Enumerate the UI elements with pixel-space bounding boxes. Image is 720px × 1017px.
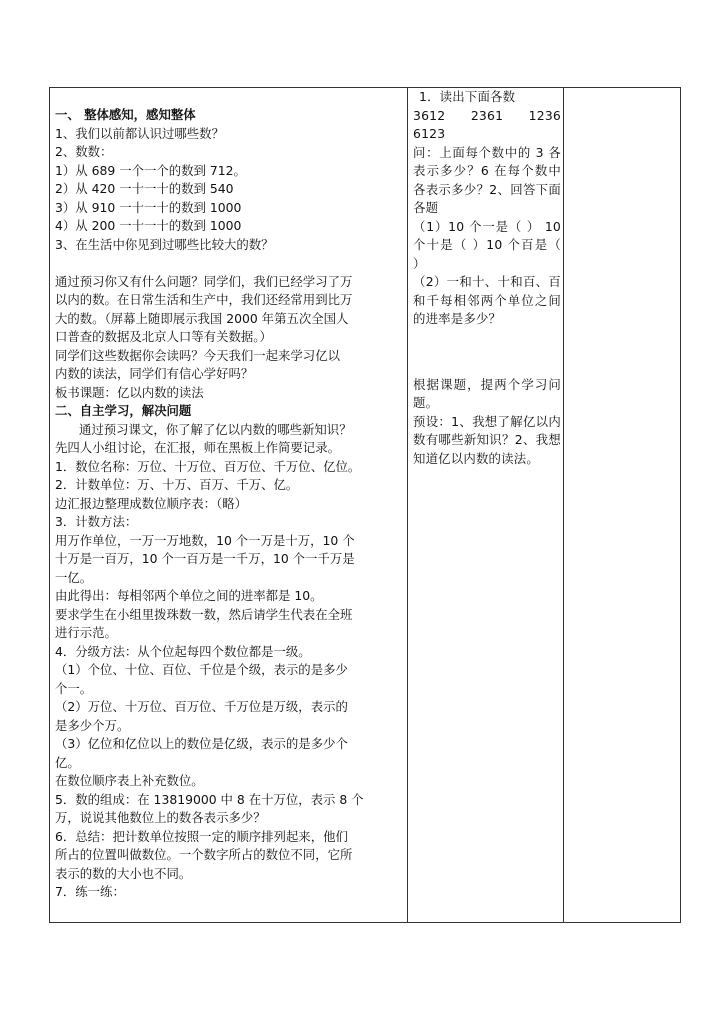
numbers-row	[413, 107, 561, 126]
text-line: （1）个位、十位、百位、千位是个级，表示的是多少	[55, 662, 348, 677]
question-paragraph: 问：上面每个数中的 3 各表示多少？6 在每个数中各表示多少？2、回答下面各题	[413, 144, 561, 215]
intro-line: 以内的数。在日常生活和生产中，我们还经常用到比万	[55, 292, 353, 307]
count-item-2: 2）从 420 一十一十的数到 540	[55, 181, 234, 196]
question-3: 3、在生活中你见到过哪些比较大的数？	[55, 236, 274, 252]
fill-blank-paragraph: （1）10 个一是（ ） 10 个十是（ ）10 个百是（ ）	[413, 218, 561, 271]
text-line: 6．总结：把计数单位按照一定的顺序排列起来，他们	[55, 828, 348, 844]
text-line: 7．练一练：	[55, 884, 125, 899]
text-line: 万，说说其他数位上的数各表示多少？	[55, 810, 266, 825]
text-line: 边汇报边整理成数位顺序表：（略）	[55, 495, 248, 511]
text-line: 所占的位置叫做数位。一个数字所占的数位不同，它所	[55, 847, 353, 862]
text-line: （2）万位、十万位、百万位、千万位是万级，表示的	[55, 699, 348, 714]
number: 3612	[413, 107, 446, 123]
read-numbers-title: 1．读出下面各数	[419, 89, 516, 104]
text-line: 个一。	[55, 680, 93, 696]
teaching-process-column	[55, 106, 403, 902]
text-line: 亿。	[55, 754, 80, 770]
question-2: 2、数数：	[55, 144, 113, 159]
intro-line: 内数的读法，同学们有信心学好吗？	[55, 366, 254, 381]
section-2-title: 二、自主学习，解决问题	[55, 403, 192, 418]
text-line: 用万作单位，一万一万地数，10 个一万是十万，10 个	[55, 532, 355, 548]
text-line: 2．计数单位：万、十万、百万、千万、亿。	[55, 477, 299, 492]
question-1: 1、我们以前都认识过哪些数？	[55, 125, 224, 141]
text-line: 一亿。	[55, 569, 93, 585]
text-line: 1．数位名称：万位、十万位、百万位、千万位、亿位。	[55, 458, 361, 474]
student-activity-column	[413, 88, 561, 468]
column-divider-1	[407, 88, 408, 922]
intro-line: 大的数。（屏幕上随即展示我国 2000 年第五次全国人	[55, 310, 349, 326]
text-line: 要求学生在小组里拨珠数一数，然后请学生代表在全班	[55, 606, 353, 622]
text-line: 由此得出：每相邻两个单位之间的进率都是 10。	[55, 588, 323, 603]
text-line: 表示的数的大小也不同。	[55, 865, 192, 881]
text-line: 是多少个万。	[55, 717, 130, 733]
intro-line: 通过预习你又有什么问题？同学们，我们已经学习了万	[55, 273, 353, 289]
text-line: 在数位顺序表上补充数位。	[55, 773, 204, 788]
text-line: 3．计数方法：	[55, 514, 138, 529]
column-divider-2	[563, 88, 564, 922]
section-2-intro: 通过预习课文，你了解了亿以内数的哪些新知识？	[79, 421, 352, 437]
number: 6123	[413, 126, 446, 141]
text-line: （3）亿位和亿位以上的数位是亿级，表示的是多少个	[55, 736, 348, 751]
lesson-topic: 板书课题：亿以内数的读法	[55, 384, 204, 400]
learning-questions-paragraph: 根据课题，提两个学习问题。	[413, 376, 561, 410]
lesson-plan-table	[49, 87, 681, 923]
rate-question-paragraph: （2）一和十、十和百、百和千每相邻两个单位之间的进率是多少？	[413, 274, 561, 326]
text-line: 4．分级方法：从个位起每四个数位都是一级。	[55, 643, 311, 659]
count-item-1: 1）从 689 一个一个的数到 712。	[55, 162, 246, 178]
expected-answers-paragraph: 预设：1、我想了解亿以内数有哪些新知识？2、我想知道亿以内数的读法。	[413, 413, 561, 466]
count-item-4: 4）从 200 一十一十的数到 1000	[55, 218, 242, 233]
count-item-3: 3）从 910 一十一十的数到 1000	[55, 199, 242, 215]
text-line: 先四人小组讨论，在汇报，师在黑板上作简要记录。	[55, 440, 340, 455]
text-line: 5．数的组成：在 13819000 中 8 在十万位，表示 8 个	[55, 791, 364, 807]
text-line: 进行示范。	[55, 625, 117, 640]
number: 1236	[528, 107, 561, 123]
intro-line: 同学们这些数据你会读吗？今天我们一起来学习亿以	[55, 347, 340, 363]
text-line: 十万是一百万，10 个一百万是一千万，10 个一千万是	[55, 551, 355, 566]
number: 2361	[470, 107, 504, 123]
intro-line: 口普查的数据及北京人口等有关数据。）	[55, 329, 272, 344]
section-1-title: 一、 整体感知，感知整体	[55, 107, 196, 122]
